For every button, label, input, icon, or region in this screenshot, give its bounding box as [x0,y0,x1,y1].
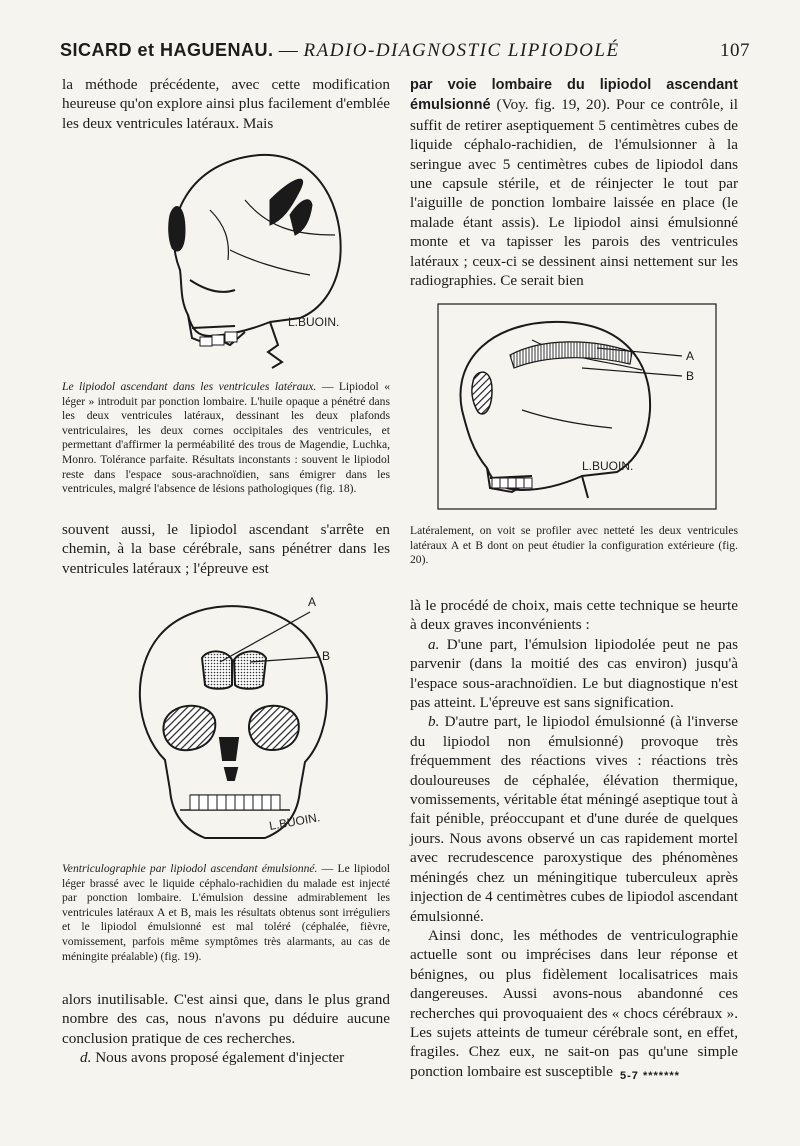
right-item-b: b. D'autre part, le lipiodol émulsionné (à l'inverse du lipiodol non émulsionné) provoque très fréquemment des réactions vives : réactions très douloureuses de céphalée, élévation thermique, vomissements, véritable état méningé aseptique tout à fait pénible, préoccupant et d'une durée de quelques jours. Nous avons observé un cas rapidement mortel avec recrudescence paroxystique des phénomènes méningés chez un méningitique tuberculeux après injection de 4 centimètres cubes de lipiodol ascendant émulsionné. [410,713,738,925]
figure-18-lateral-skull [150,140,350,370]
figure-20-label-b: B [686,369,695,383]
figure-20-lateral-skull [432,300,722,515]
right-paragraph-c: Ainsi donc, les méthodes de ventriculographie actuelle sont ou imprécises dans leur réponse et bénignes, ou plus fidèlement localisatrices mais dangereuses. Aussi avons-nous abandonné ces recherches qui provoquaient des « chocs cérébraux ». Les sujets atteints de tumeur cérébrale sont, en effet, fragiles. Chez eux, ne sait-on pas qu'une simple ponction lombaire est susceptible [410,926,738,1080]
left-top-paragraph: la méthode précédente, avec cette modification heureuse qu'on explore ainsi plus facilement d'emblée les deux ventricules latéraux. Mais [62,76,390,132]
header-title: RADIO-DIAGNOSTIC LIPIODOLÉ [303,40,620,61]
left-mid-paragraph: souvent aussi, le lipiodol ascendant s'arrête en chemin, à la base cérébrale, sans pénétrer dans les ventricules latéraux ; l'épreuve est [62,521,390,577]
right-top-bold: par voie lombaire du lipiodol ascendant émulsionné [410,77,738,114]
figure-20-caption: Latéralement, on voit se profiler avec netteté les deux ventricules latéraux A et B dont on peut étudier la configuration extérieure (fig. 20). [410,524,738,567]
right-top-paragraph [410,75,738,290]
running-header [60,40,750,68]
figure-20-signature: L.BUOIN. [582,459,634,473]
figure-19-frontal-skull [120,590,350,855]
figure-19-caption-title: Ventriculographie par lipiodol ascendant émulsionné. [62,862,318,875]
figure-20-label-a: A [686,349,695,363]
header-authors: SICARD et HAGUENAU. [60,40,274,60]
item-d-label: d. [80,1049,92,1067]
figure-19-signature: L.BUOIN. [268,810,322,833]
footer-signature: 5-7 ******* [620,1070,680,1082]
header-dash: — [278,40,299,61]
right-mid-paragraph: là le procédé de choix, mais cette technique se heurte à deux graves inconvénients : [410,597,738,634]
right-bottom-text [410,596,738,1081]
figure-18-signature: L.BUOIN. [288,315,340,329]
figure-18-caption-title: Le lipiodol ascendant dans les ventricules latéraux. [62,380,317,393]
figure-18-caption [62,380,390,497]
right-top-body: (Voy. fig. 19, 20). Pour ce contrôle, il suffit de retirer aseptiquement 5 centimètres cubes de liquide céphalo-rachidien, de l'émulsionner à la seringue avec 5 centimètres cubes de lipiodol dans une capsule stérile, et de réinjecter le tout par l'aiguille de ponction lombaire laissée en place (le malade étant assis). Le lipiodol ainsi émulsionné monte et va tapisser les parois des ventricules latéraux ; ceux-ci se dessinent ainsi nettement sur les radiographies. Ce serait bien [410,96,738,290]
left-bottom-text [62,990,390,1068]
figure-19-caption-body: — Le lipiodol léger brassé avec le liquide céphalo-rachidien du malade est injecté par ponction lombaire. L'émulsion dessine admirablement les ventricules latéraux A et B, mais les résultats obtenus sont irréguliers et le lipiodol émulsionné est mal toléré (céphalée, fièvre, vomissement, parfois même symptômes très alarmants, au cas de méningite préalable) (fig. 19). [62,862,390,963]
right-item-a: a. D'une part, l'émulsion lipiodolée peut ne pas parvenir (dans la moitié des cas environ) jusqu'à l'espace sous-arachnoïdien. Le but diagnostique n'est pas atteint. L'épreuve est sans signification. [410,635,738,712]
left-bottom-paragraph-2: d. Nous avons proposé également d'injecter [80,1049,345,1067]
figure-19-label-a: A [308,595,317,609]
figure-19-label-b: B [322,649,331,663]
figure-19-caption [62,862,390,964]
item-a-label: a. [428,635,440,653]
left-bottom-paragraph-1: alors inutilisable. C'est ainsi que, dans le plus grand nombre des cas, nous n'avons pu déduire aucune conclusion pratique de ces recherches. [62,991,390,1047]
page-number: 107 [720,40,750,61]
figure-18-caption-body: — Lipiodol « léger » introduit par ponction lombaire. L'huile opaque a pénétré dans les deux ventricules latéraux, dessinant les deux plafonds ventriculaires, les deux cornes occipitales des ventricules, et permettant d'affirmer la perméabilité des trous de Magendie, Luchka, Monro. Tolérance parfaite. Résultats inconstants : souvent le lipiodol reste dans l'espace sous-arachnoïdien, sans émigrer dans les ventricules, malgré l'absence de lésions pathologiques (fig. 18). [62,380,390,496]
item-b-label: b. [428,713,440,731]
